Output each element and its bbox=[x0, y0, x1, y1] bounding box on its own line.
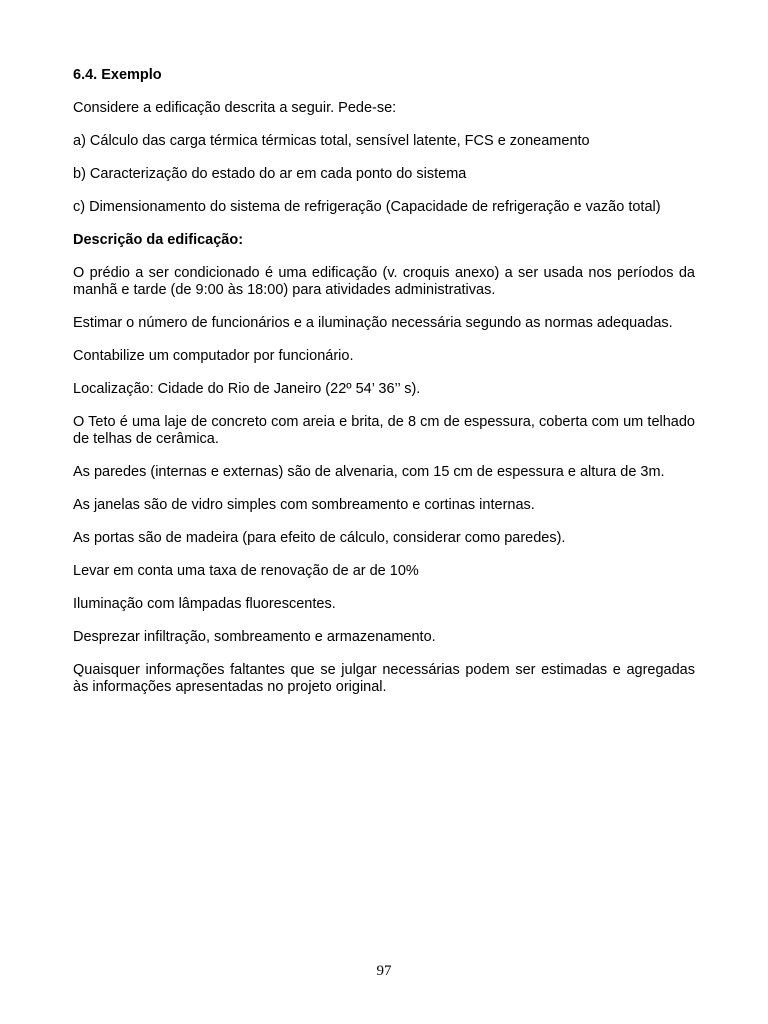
paragraph-windows: As janelas são de vidro simples com sombreamento e cortinas internas. bbox=[73, 497, 535, 513]
paragraph-ceiling: O Teto é uma laje de concreto com areia e brita, de 8 cm de espessura, coberta com um telhado de telhas de cerâmica. bbox=[73, 414, 695, 447]
paragraph-missing-info: Quaisquer informações faltantes que se julgar necessárias podem ser estimadas e agregadas às informações apresentadas no projeto original. bbox=[73, 662, 695, 695]
intro-text: Considere a edificação descrita a seguir. Pede-se: bbox=[73, 100, 397, 116]
paragraph-location: Localização: Cidade do Rio de Janeiro (22º 54’ 36’’ s). bbox=[73, 381, 421, 397]
task-c: c) Dimensionamento do sistema de refrigeração (Capacidade de refrigeração e vazão total) bbox=[73, 199, 661, 215]
paragraph-neglect: Desprezar infiltração, sombreamento e armazenamento. bbox=[73, 629, 436, 645]
task-a: a) Cálculo das carga térmica térmicas total, sensível latente, FCS e zoneamento bbox=[73, 133, 590, 149]
page-content bbox=[73, 67, 695, 712]
paragraph-lighting: Iluminação com lâmpadas fluorescentes. bbox=[73, 596, 336, 612]
page-number: 97 bbox=[376, 963, 392, 979]
paragraph-doors: As portas são de madeira (para efeito de cálculo, considerar como paredes). bbox=[73, 530, 566, 546]
section-heading: 6.4. Exemplo bbox=[73, 67, 162, 83]
paragraph-computers: Contabilize um computador por funcionário. bbox=[73, 348, 354, 364]
description-heading: Descrição da edificação: bbox=[73, 232, 244, 248]
task-b: b) Caracterização do estado do ar em cada ponto do sistema bbox=[73, 166, 467, 182]
paragraph-air-renewal: Levar em conta uma taxa de renovação de ar de 10% bbox=[73, 563, 419, 579]
paragraph-occupancy: O prédio a ser condicionado é uma edificação (v. croquis anexo) a ser usada nos períodos da manhã e tarde (de 9:00 às 18:00) para atividades administrativas. bbox=[73, 265, 695, 298]
paragraph-walls: As paredes (internas e externas) são de alvenaria, com 15 cm de espessura e altura de 3m. bbox=[73, 464, 665, 480]
paragraph-staff-lighting: Estimar o número de funcionários e a iluminação necessária segundo as normas adequadas. bbox=[73, 315, 673, 331]
